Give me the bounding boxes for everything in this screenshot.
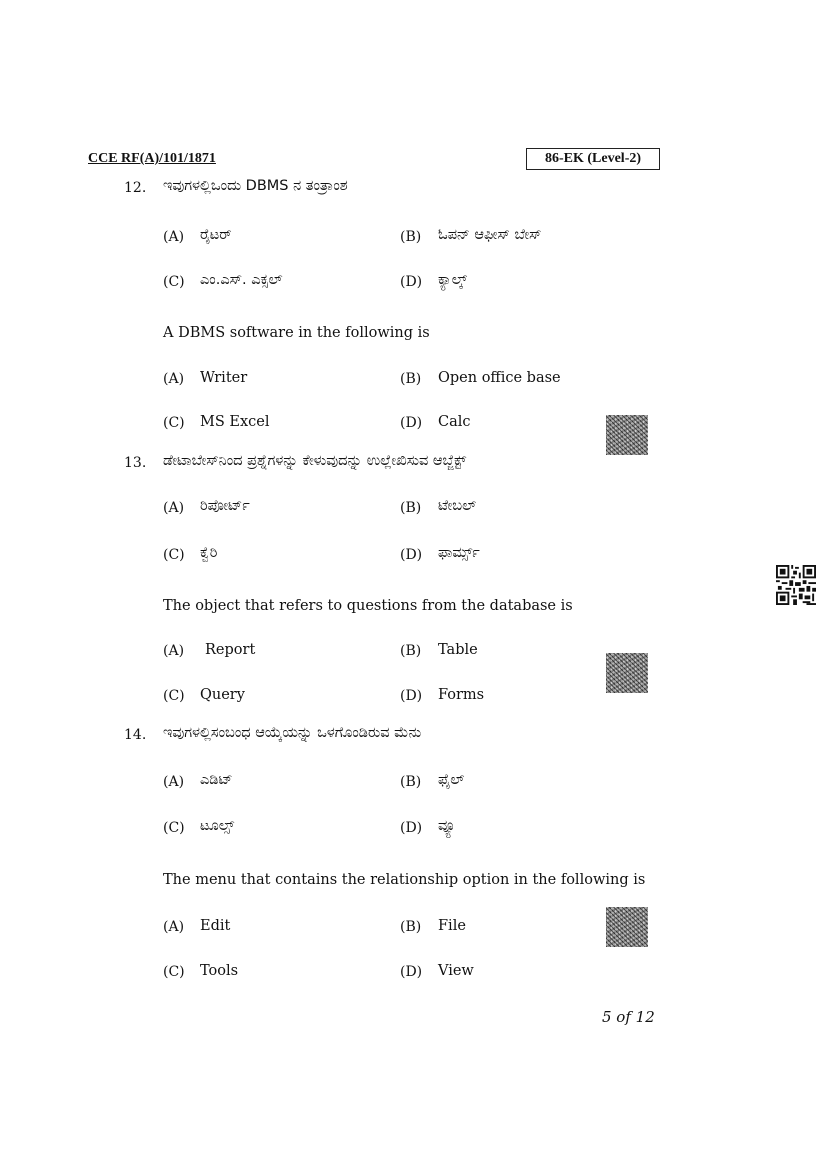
q14-en-option-a: Edit [200, 918, 231, 934]
q13-en-option-a: Report [205, 642, 256, 658]
qr-code-icon [776, 565, 816, 605]
q12-kn-option-c: ಎಂ.ಎಸ್. ಎಕ್ಸಲ್ [200, 272, 283, 288]
q14-en-option-b: File [438, 918, 466, 934]
q13-kn-option-b: ಟೇಬಲ್ [438, 498, 477, 514]
q13-kn-option-a: ರಿಪೋರ್ಟ್ [200, 498, 250, 514]
paper-code: CCE RF(A)/101/1871 [88, 151, 216, 166]
q14-kn-option-b: ಫೈಲ್ [438, 772, 465, 788]
q14-kn-option-a-label: (A) [163, 774, 185, 790]
q13-kn-option-d: ಫಾರ್ಮ್ಸ್ [438, 545, 480, 561]
q14-kn-option-d: ವ್ಯೂ [438, 818, 456, 834]
q13-kn-option-d-label: (D) [400, 547, 423, 563]
q12-en-option-d: Calc [438, 414, 471, 430]
q14-kn-option-c: ಟೂಲ್ಸ್ [200, 818, 235, 834]
paper-level-box: 86-EK (Level-2) [526, 148, 660, 170]
q12-en-option-c: MS Excel [200, 414, 270, 430]
noise-stamp-2 [606, 653, 648, 693]
q12-kn-option-a: ರೈಟರ್ [200, 227, 232, 243]
question-14-kannada: ಇವುಗಳಲ್ಲಿಸಂಬಂಧ ಆಯ್ಕೆಯನ್ನು ಒಳಗೊಂಡಿರುವ ಮೆನು [163, 725, 422, 741]
q12-kn-option-a-label: (A) [163, 229, 185, 245]
q13-en-option-d: Forms [438, 687, 485, 703]
q12-kn-option-b: ಓಪನ್ ಆಫೀಸ್ ಬೇಸ್ [438, 227, 542, 243]
noise-stamp-3 [606, 907, 648, 947]
question-12-kannada: ಇವುಗಳಲ್ಲಿಒಂದು DBMS ನ ತಂತ್ರಾಂಶ [163, 178, 348, 194]
q13-kn-option-c-label: (C) [163, 547, 185, 563]
q14-en-option-b-label: (B) [400, 919, 422, 935]
q13-kn-option-c: ಕ್ವೆರಿ [200, 545, 218, 561]
q14-en-option-a-label: (A) [163, 919, 185, 935]
q12-en-option-a: Writer [200, 370, 248, 386]
q14-kn-option-d-label: (D) [400, 820, 423, 836]
q13-en-option-b: Table [438, 642, 478, 658]
q13-kn-option-b-label: (B) [400, 500, 422, 516]
q14-en-option-c-label: (C) [163, 964, 185, 980]
noise-stamp-1 [606, 415, 648, 455]
q12-en-option-c-label: (C) [163, 415, 185, 431]
q12-en-option-d-label: (D) [400, 415, 423, 431]
q14-en-option-c: Tools [200, 963, 239, 979]
page-number: 5 of 12 [602, 1008, 655, 1026]
q13-en-option-d-label: (D) [400, 688, 423, 704]
question-13-english: The object that refers to questions from the database is [163, 598, 573, 614]
q13-en-option-a-label: (A) [163, 643, 185, 659]
q12-kn-option-b-label: (B) [400, 229, 422, 245]
q12-kn-option-c-label: (C) [163, 274, 185, 290]
question-14-number: 14. [124, 727, 147, 743]
q12-kn-option-d: ಕ್ಯಾಲ್ಕ್ [438, 272, 468, 288]
question-12-number: 12. [124, 180, 147, 196]
q12-en-option-b-label: (B) [400, 371, 422, 387]
q14-kn-option-a: ಎಡಿಟ್ [200, 772, 233, 788]
q13-en-option-b-label: (B) [400, 643, 422, 659]
q14-en-option-d-label: (D) [400, 964, 423, 980]
question-12-english: A DBMS software in the following is [163, 325, 430, 341]
q12-en-option-b: Open office base [438, 370, 561, 386]
q13-en-option-c-label: (C) [163, 688, 185, 704]
question-13-number: 13. [124, 455, 147, 471]
q14-kn-option-c-label: (C) [163, 820, 185, 836]
question-14-english: The menu that contains the relationship option in the following is [163, 872, 646, 888]
q14-en-option-d: View [438, 963, 474, 979]
question-13-kannada: ಡೇಟಾಬೇಸ್‌ನಿಂದ ಪ್ರಶ್ನೆಗಳನ್ನು ಕೇಳುವುದನ್ನು ಉಲ್ಲೇಖಿಸುವ ಆಬ್ಜೆಕ್ಟ್ [163, 453, 467, 469]
q14-kn-option-b-label: (B) [400, 774, 422, 790]
q12-en-option-a-label: (A) [163, 371, 185, 387]
q13-kn-option-a-label: (A) [163, 500, 185, 516]
q12-kn-option-d-label: (D) [400, 274, 423, 290]
q13-en-option-c: Query [200, 687, 245, 703]
